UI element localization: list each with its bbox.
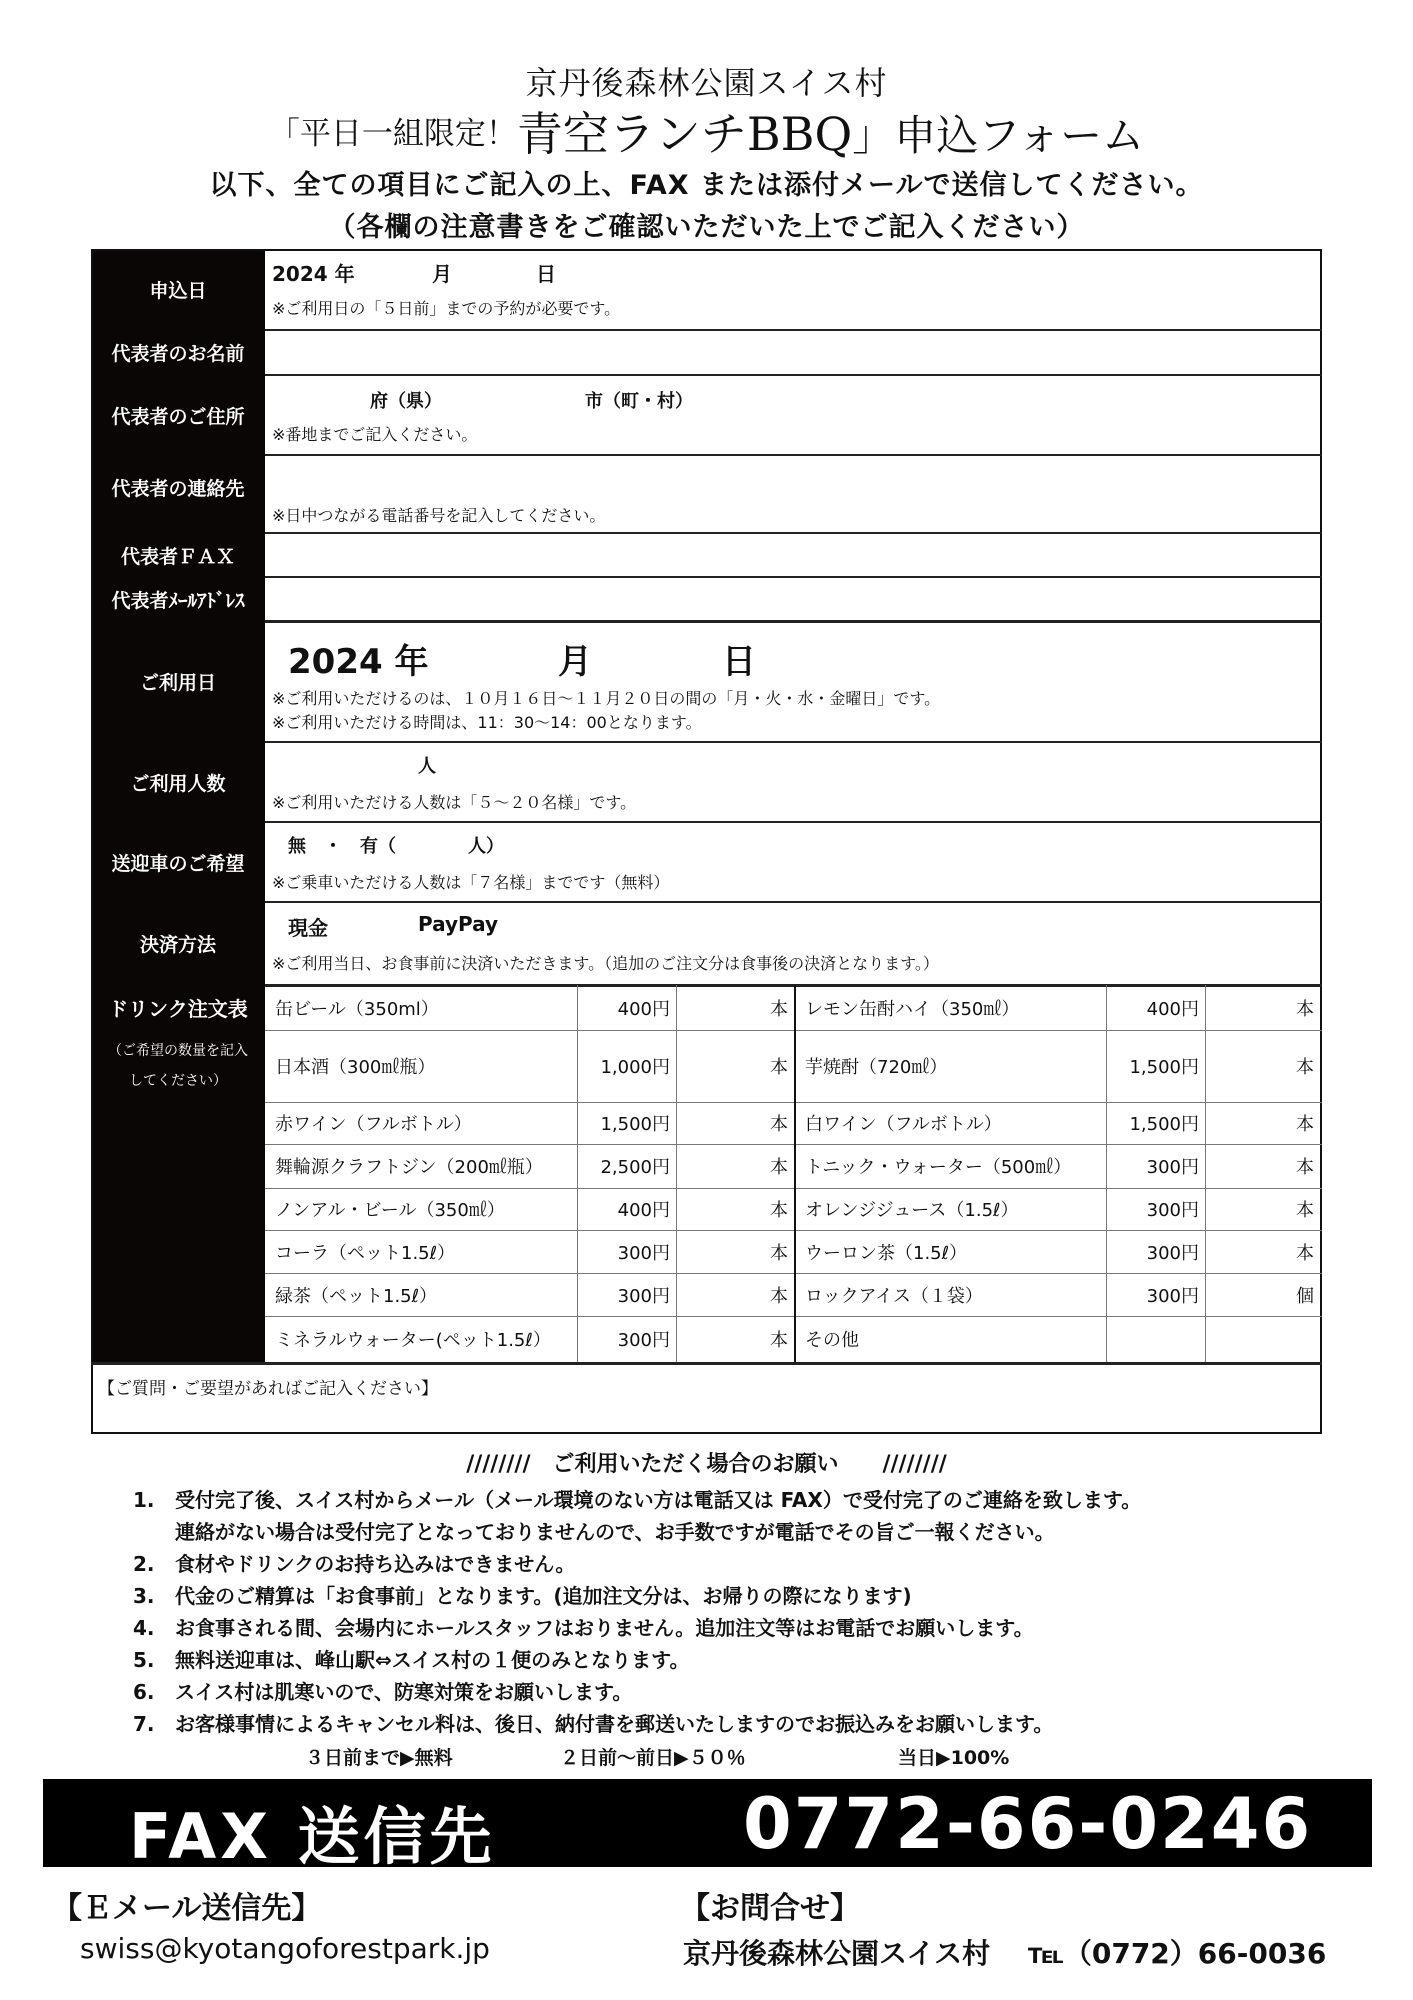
payment-option-paypay[interactable]: PayPay (418, 912, 499, 936)
label-contact: 代表者の連絡先 (111, 477, 245, 500)
shuttle-options[interactable]: 無 ・ 有（ 人） (288, 836, 504, 857)
request-number: 5. (133, 1648, 155, 1672)
drink-name: ノンアル・ビール（350㎖） (275, 1200, 505, 1221)
request-text: 無料送迎車は、峰山駅⇔スイス村の１便のみとなります。 (175, 1648, 690, 1672)
drink-quantity-field[interactable]: 本 (770, 1157, 788, 1178)
request-text: お食事される間、会場内にホールスタッフはおりません。追加注文等はお電話でお願いします。 (175, 1616, 1034, 1640)
drink-quantity-field[interactable]: 本 (1296, 1157, 1314, 1178)
drink-price: 1,000円 (600, 1057, 670, 1078)
email-field[interactable] (267, 579, 1320, 619)
use-date-day: 日 (722, 642, 756, 682)
address-field[interactable] (267, 377, 1320, 453)
name-field[interactable] (267, 332, 1320, 373)
drink-price: 300円 (617, 1242, 670, 1264)
fax-label: FAX 送信先 (129, 1800, 496, 1873)
application-date-month: 月 (432, 262, 452, 286)
requests-heading: //////// ご利用いただく場合のお願い //////// (466, 1452, 947, 1477)
request-text: 代金のご精算は「お食事前」となります。(追加注文分は、お帰りの際になります) (175, 1584, 912, 1608)
drink-quantity-field[interactable]: 本 (770, 1200, 788, 1221)
drink-name: 缶ビール（350ml） (275, 998, 439, 1020)
drink-quantity-field[interactable]: 本 (1296, 1200, 1314, 1221)
request-text: お客様事情によるキャンセル料は、後日、納付書を郵送いたしますのでお振込みをお願いします。 (175, 1712, 1054, 1736)
request-text: スイス村は肌寒いので、防寒対策をお願いします。 (175, 1680, 633, 1704)
use-date-month: 月 (558, 642, 592, 682)
drink-quantity-field[interactable]: 本 (1296, 1114, 1314, 1135)
use-month-field[interactable] (420, 630, 550, 675)
drink-quantity-field[interactable]: 本 (770, 1330, 788, 1351)
drink-name: ロックアイス（１袋） (805, 1285, 983, 1307)
drink-price: 400円 (1146, 998, 1199, 1020)
payment-note: ※ご利用当日、お食事前に決済いただきます。（追加のご注文分は食事後の決済となります。） (272, 954, 939, 973)
drink-quantity-field[interactable]: 本 (770, 1242, 788, 1264)
drink-name: 緑茶（ペット1.5ℓ） (275, 1285, 438, 1307)
label-fax: 代表者ＦＡＸ (120, 545, 235, 568)
request-item (133, 1708, 1053, 1737)
drink-quantity-field[interactable]: 本 (770, 998, 788, 1020)
drinks-sublabel-2: してください） (129, 1073, 227, 1089)
use-date-note-1: ※ご利用いただけるのは、１０月１６日～１１月２０日の間の「月・火・水・金曜日」です。 (272, 689, 941, 708)
application-day-field[interactable] (470, 255, 530, 285)
drink-name: 赤ワイン（フルボトル） (275, 1114, 472, 1135)
cancel-fee-2days: ２日前～前日▶５０％ (560, 1747, 746, 1769)
request-item (133, 1644, 690, 1673)
drink-name: 日本酒（300㎖瓶） (275, 1057, 436, 1078)
label-use-date: ご利用日 (139, 672, 216, 694)
cancel-fee-3days: ３日前まで▶無料 (305, 1747, 453, 1769)
drink-name: 白ワイン（フルボトル） (805, 1114, 1002, 1135)
request-number: 6. (133, 1680, 155, 1704)
inquiry-heading: 【お問合せ】 (680, 1891, 860, 1926)
drink-price: 400円 (617, 1200, 670, 1221)
request-number: 4. (133, 1616, 155, 1640)
application-month-field[interactable] (380, 255, 420, 285)
drink-price: 300円 (1146, 1200, 1199, 1221)
party-size-field[interactable] (272, 748, 412, 778)
payment-option-cash[interactable]: 現金 (288, 916, 328, 940)
title-suffix: 」申込フォーム (852, 111, 1145, 160)
drink-quantity-field[interactable]: 本 (1296, 1242, 1314, 1264)
instruction-line-1: 以下、全ての項目にご記入の上、FAX または添付メールで送信してください。 (209, 170, 1204, 201)
request-number: 7. (133, 1712, 155, 1736)
drink-name: レモン缶酎ハイ（350㎖） (805, 998, 1020, 1020)
drink-price (1106, 1316, 1199, 1362)
use-day-field[interactable] (600, 630, 715, 675)
request-number: 1. (133, 1488, 155, 1512)
request-text: 食材やドリンクのお持ち込みはできません。 (175, 1552, 576, 1576)
email-heading: 【Ｅメール送信先】 (52, 1891, 322, 1926)
drink-price: 300円 (617, 1330, 670, 1351)
request-number: 3. (133, 1584, 155, 1608)
drink-name: オレンジジュース（1.5ℓ） (805, 1200, 1019, 1221)
drink-price: 1,500円 (1129, 1057, 1199, 1078)
drink-quantity-field[interactable]: 本 (1296, 1057, 1314, 1078)
address-prefecture: 府（県） (370, 391, 442, 412)
drink-price: 2,500円 (600, 1157, 670, 1178)
request-number: 2. (133, 1552, 155, 1576)
label-email: 代表者ﾒｰﾙｱﾄﾞﾚｽ (111, 589, 245, 612)
questions-label: 【ご質問・ご要望があればご記入ください】 (98, 1379, 438, 1399)
application-date-note: ※ご利用日の「５日前」までの予約が必要です。 (272, 299, 621, 318)
drink-name: ウーロン茶（1.5ℓ） (805, 1242, 968, 1264)
drink-price: 1,500円 (1129, 1114, 1199, 1135)
inquiry-phone[interactable]: ℡（0772）66-0036 (1028, 1937, 1327, 1970)
drink-quantity-field[interactable]: 本 (770, 1285, 788, 1307)
title-prefix: 「平日一組限定！ (268, 116, 517, 152)
drink-price: 1,500円 (600, 1114, 670, 1135)
label-application-date: 申込日 (149, 280, 207, 302)
label-party-size: ご利用人数 (130, 772, 226, 795)
address-note: ※番地までご記入ください。 (272, 425, 478, 444)
drink-quantity-field[interactable] (1205, 1316, 1314, 1362)
drink-quantity-field[interactable]: 本 (1296, 998, 1314, 1020)
instruction-line-2: （各欄の注意書きをご確認いただいた上でご記入ください） (328, 212, 1085, 243)
request-item (133, 1484, 1141, 1513)
drink-name: その他 (805, 1330, 859, 1351)
email-address[interactable]: swiss@kyotangoforestpark.jp (80, 1932, 490, 1965)
label-payment: 決済方法 (139, 934, 216, 956)
page-title (0, 98, 1413, 164)
fax-number[interactable]: 0772-66-0246 (743, 1783, 1313, 1865)
application-date-day: 日 (536, 262, 556, 286)
use-date-note-2: ※ご利用いただける時間は、11：30～14：00となります。 (272, 713, 702, 732)
address-city: 市（町・村） (585, 391, 693, 412)
drink-quantity-field[interactable]: 個 (1296, 1285, 1314, 1307)
drink-price: 300円 (1146, 1157, 1199, 1178)
drink-name: 舞輪源クラフトジン（200㎖瓶） (275, 1157, 543, 1178)
contact-field[interactable] (267, 457, 1320, 497)
organization-name: 京丹後森林公園スイス村 (525, 64, 888, 102)
drink-name: コーラ（ペット1.5ℓ） (275, 1242, 456, 1264)
questions-field[interactable] (93, 1400, 1320, 1432)
use-date-year: 2024 年 (288, 642, 429, 682)
drink-name: ミネラルウォーター(ペット1.5ℓ） (275, 1330, 551, 1351)
request-item (133, 1516, 1055, 1545)
request-text: 連絡がない場合は受付完了となっておりませんので、お手数ですが電話でその旨ご一報ください。 (175, 1520, 1055, 1544)
fax-field[interactable] (267, 535, 1320, 575)
application-date-year: 2024 年 (272, 262, 355, 286)
request-item (133, 1580, 912, 1609)
drink-quantity-field[interactable]: 本 (770, 1057, 788, 1078)
request-item (133, 1612, 1034, 1641)
request-text: 受付完了後、スイス村からメール（メール環境のない方は電話又は FAX）で受付完了のご連絡を致します。 (175, 1488, 1142, 1512)
request-item (133, 1676, 632, 1705)
shuttle-note: ※ご乗車いただける人数は「７名様」までです（無料） (272, 873, 670, 892)
drink-price: 300円 (1146, 1285, 1199, 1307)
drink-price: 300円 (617, 1285, 670, 1307)
drink-price: 300円 (1146, 1242, 1199, 1264)
drink-column-divider (794, 985, 796, 1362)
party-size-unit: 人 (418, 756, 436, 777)
contact-note: ※日中つながる電話番号を記入してください。 (272, 506, 606, 525)
label-shuttle: 送迎車のご希望 (111, 852, 245, 875)
drinks-sublabel-1: （ご希望の数量を記入 (108, 1043, 248, 1059)
drink-quantity-field[interactable]: 本 (770, 1114, 788, 1135)
fax-banner (43, 1779, 1372, 1873)
label-drinks: ドリンク注文表 (108, 996, 248, 1021)
cancel-fee-sameday: 当日▶100% (898, 1747, 1010, 1769)
request-item (133, 1548, 575, 1577)
title-main: 青空ランチBBQ (516, 107, 853, 161)
label-name: 代表者のお名前 (111, 343, 245, 365)
inquiry-organization: 京丹後森林公園スイス村 (683, 1937, 991, 1970)
drink-name: 芋焼酎（720㎖） (805, 1057, 948, 1078)
drink-price: 400円 (617, 998, 670, 1020)
party-size-note: ※ご利用いただける人数は「５～２０名様」です。 (272, 793, 637, 812)
drink-name: トニック・ウォーター（500㎖） (805, 1157, 1072, 1178)
label-address: 代表者のご住所 (111, 405, 245, 428)
